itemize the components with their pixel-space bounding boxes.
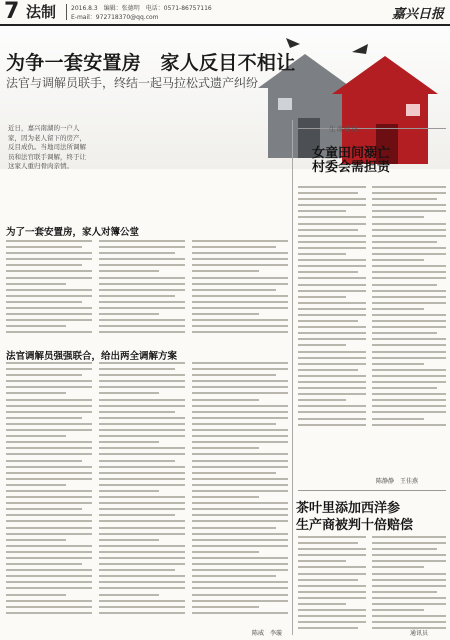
lead-col1-text-2 (6, 362, 92, 624)
arrow-icon (352, 44, 368, 54)
sidebar-bottom-col1-text (298, 536, 366, 632)
masthead (0, 0, 450, 26)
masthead-meta-date-editor: 2016.8.3 编辑：张德明 电话：0571-86757116 (71, 5, 212, 12)
lead-col3-text (192, 240, 288, 340)
arrow-icon (286, 38, 300, 48)
newspaper-logo: 嘉兴日报 (391, 7, 444, 22)
page-number: 7 (4, 0, 20, 24)
sidebar-bottom-headline-2: 生产商被判十倍赔偿 (296, 518, 414, 533)
masthead-divider (66, 4, 67, 20)
lead-subheadline: 法官与调解员联手，终结一起马拉松式遗产纠纷 (6, 76, 259, 90)
red-house-roof (332, 56, 438, 94)
sidebar-bottom-col2-text (372, 536, 446, 632)
lead-headline: 为争一套安置房 家人反目不相让 (6, 52, 296, 74)
sidebar-bottom-rule (298, 490, 446, 491)
sidebar-top-rule (298, 128, 446, 129)
lead-byline: 陈威 李璇 (252, 630, 283, 637)
section1-title: 为了一套安置房，家人对簿公堂 (6, 227, 140, 238)
sidebar-top-tag: 生命健康 (329, 125, 359, 133)
sidebar-bottom-headline-1: 茶叶里添加西洋参 (296, 501, 401, 516)
lead-col2-text-2 (99, 362, 185, 624)
section2-title: 法官调解员强强联合，给出两全调解方案 (6, 351, 178, 362)
sidebar-top-headline-1: 女童田间溺亡 (312, 146, 391, 161)
lead-col2-text (99, 240, 185, 340)
lead-col3-text-2 (192, 362, 288, 624)
sidebar-top-col1-text (298, 186, 366, 436)
grey-house-window (278, 98, 292, 110)
masthead-meta-email: E-mail：972718370@qq.com (71, 14, 159, 21)
sidebar-bottom-byline: 通讯员 (410, 630, 429, 637)
lead-intro: 近日，嘉兴南湖的一户人家，因为老人留下的房产，反目成仇。当地司法所调解员和法官联手调解，终于让这家人重归骨肉亲情。 (8, 124, 86, 171)
column-divider (292, 120, 293, 635)
section-name: 法制 (26, 3, 57, 21)
lead-col1-text (6, 240, 92, 340)
red-house-window (406, 104, 420, 116)
sidebar-top-byline: 陈静静 王佳燕 (376, 478, 419, 485)
sidebar-top-headline-2: 村委会需担责 (312, 160, 391, 175)
sidebar-top-col2-text (372, 186, 446, 436)
